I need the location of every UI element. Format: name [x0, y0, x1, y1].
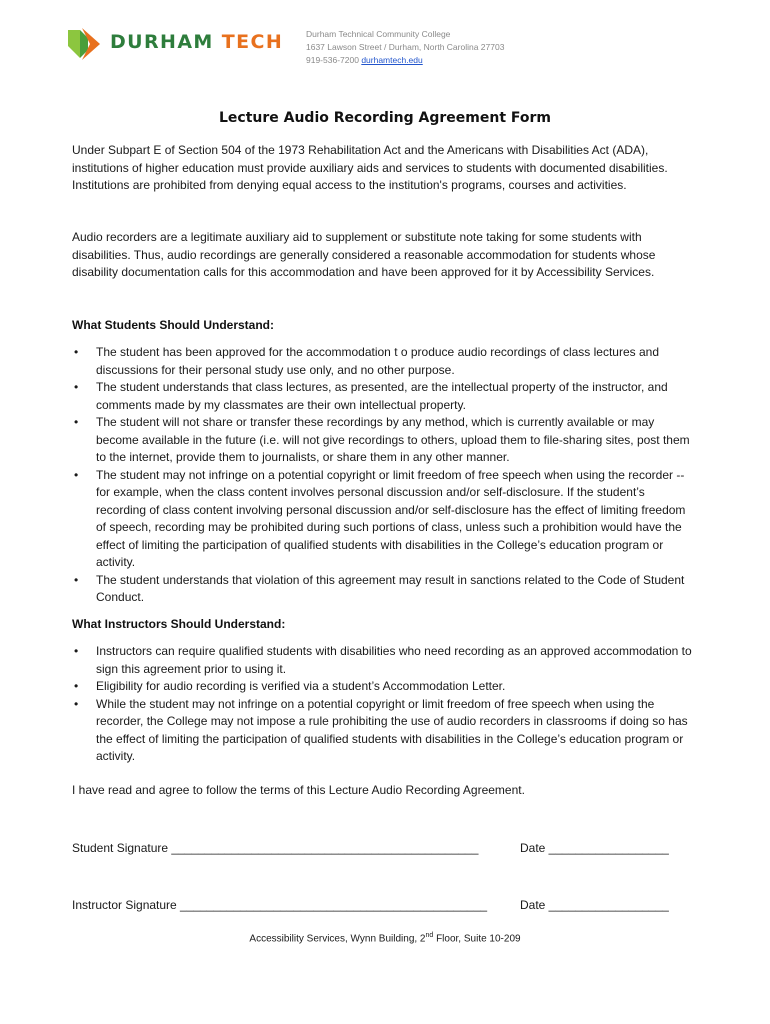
list-item: [72, 572, 696, 607]
logo-mark-icon: [66, 26, 102, 60]
students-bullet-list: [72, 344, 696, 607]
bullet-icon: •: [74, 679, 79, 693]
college-phone: 919-536-7200: [306, 55, 359, 65]
list-item: [72, 414, 696, 467]
college-website-link[interactable]: durhamtech.edu: [361, 55, 423, 65]
intro-paragraph-ada: Under Subpart E of Section 504 of the 1973 Rehabilitation Act and the Americans with Disabilities Act (ADA), institutions of higher education must provide auxiliary aids and services to students with documented disabilities. Institutions are prohibited from denying equal access to the institution's programs, courses and activities.: [72, 143, 668, 192]
college-phone-web: [306, 54, 504, 67]
list-item-text: Eligibility for audio recording is verified via a student’s Accommodation Letter.: [96, 679, 506, 693]
bullet-icon: •: [74, 572, 79, 587]
instructor-date-field[interactable]: Date __________________: [520, 898, 669, 912]
instructor-signature-field[interactable]: Instructor Signature ______________________________________________: [72, 898, 488, 912]
student-date-field[interactable]: Date __________________: [520, 841, 669, 855]
list-item: [72, 696, 696, 766]
bullet-icon: •: [74, 415, 79, 429]
students-section-heading: What Students Should Understand:: [72, 318, 274, 332]
list-item-text: The student may not infringe on a potential copyright or limit freedom of free speech when using the recorder -- for example, when the class content involves personal discussion and/or self-disclosure. If the student’s recording of class content involving personal discussion and/or self-disclosure has the effect of limiting freedom of speech, recording may be prohibited during such portions of class, unless such a prohibition would have the effect of limiting the participation of qualified students with disabilities in the College’s education program or activity.: [96, 467, 686, 569]
footer-ordinal: nd: [425, 932, 434, 939]
student-signature-field[interactable]: Student Signature ______________________________________________: [72, 841, 479, 855]
logo-word-tech: TECH: [221, 31, 284, 53]
list-item-text: While the student may not infringe on a potential copyright or limit freedom of free speech when using the recorder, the College may not impose a rule prohibiting the use of audio recorders in classrooms if doing so has the effect of limiting the participation of qualified students with disabilities in the College’s education program or activity.: [96, 696, 688, 763]
list-item: [72, 643, 696, 678]
page-title: Lecture Audio Recording Agreement Form: [218, 110, 551, 126]
college-name: Durham Technical Community College: [306, 29, 451, 39]
durham-tech-logo: [66, 24, 296, 64]
footer-text-end: Floor, Suite 10-209: [433, 933, 521, 945]
list-item-text: The student understands that violation of this agreement may result in sanctions related to the Code of Student Conduct.: [96, 572, 685, 604]
college-contact: [306, 28, 504, 67]
list-item-text: The student will not share or transfer these recordings by any method, which is currently available or may become available in the future (i.e. will not give recordings to others, upload them to file-sharing sites, post them to the internet, provide them to journalists, or share them in any other manner.: [96, 415, 690, 464]
bullet-icon: •: [74, 696, 79, 711]
list-item: [72, 678, 696, 696]
list-item: [72, 467, 696, 572]
list-item-text: The student understands that class lectures, as presented, are the intellectual property of the instructor, and comments made by my classmates are their own intellectual property.: [96, 380, 668, 412]
instructors-bullet-list: [72, 643, 696, 766]
list-item-text: The student has been approved for the accommodation t o produce audio recordings of class lectures and discussions for their personal study use only, and no other purpose.: [96, 345, 660, 377]
agreement-statement: I have read and agree to follow the terms of this Lecture Audio Recording Agreement.: [72, 783, 525, 797]
intro-paragraph-recorders: Audio recorders are a legitimate auxiliary aid to supplement or substitute note taking for some students with disabilities. Thus, audio recordings are generally considered a reasonable accommodation for students whose disability documentation calls for this accommodation and have been approved for it by Accessibility Services.: [72, 230, 656, 279]
logo-word-durham: DURHAM: [110, 31, 214, 53]
page-footer: [0, 932, 770, 944]
instructors-section-heading: What Instructors Should Understand:: [72, 617, 286, 631]
list-item: [72, 344, 696, 379]
logo-wordmark: [110, 31, 283, 53]
bullet-icon: •: [74, 467, 79, 482]
list-item-text: Instructors can require qualified students with disabilities who need recording as an approved accommodation to sign this agreement prior to using it.: [96, 644, 692, 676]
footer-text-start: Accessibility Services, Wynn Building, 2: [249, 933, 426, 945]
list-item: [72, 379, 696, 414]
bullet-icon: •: [74, 345, 79, 359]
college-address: 1637 Lawson Street / Durham, North Carolina 27703: [306, 42, 505, 52]
bullet-icon: •: [74, 380, 79, 394]
bullet-icon: •: [74, 644, 79, 658]
